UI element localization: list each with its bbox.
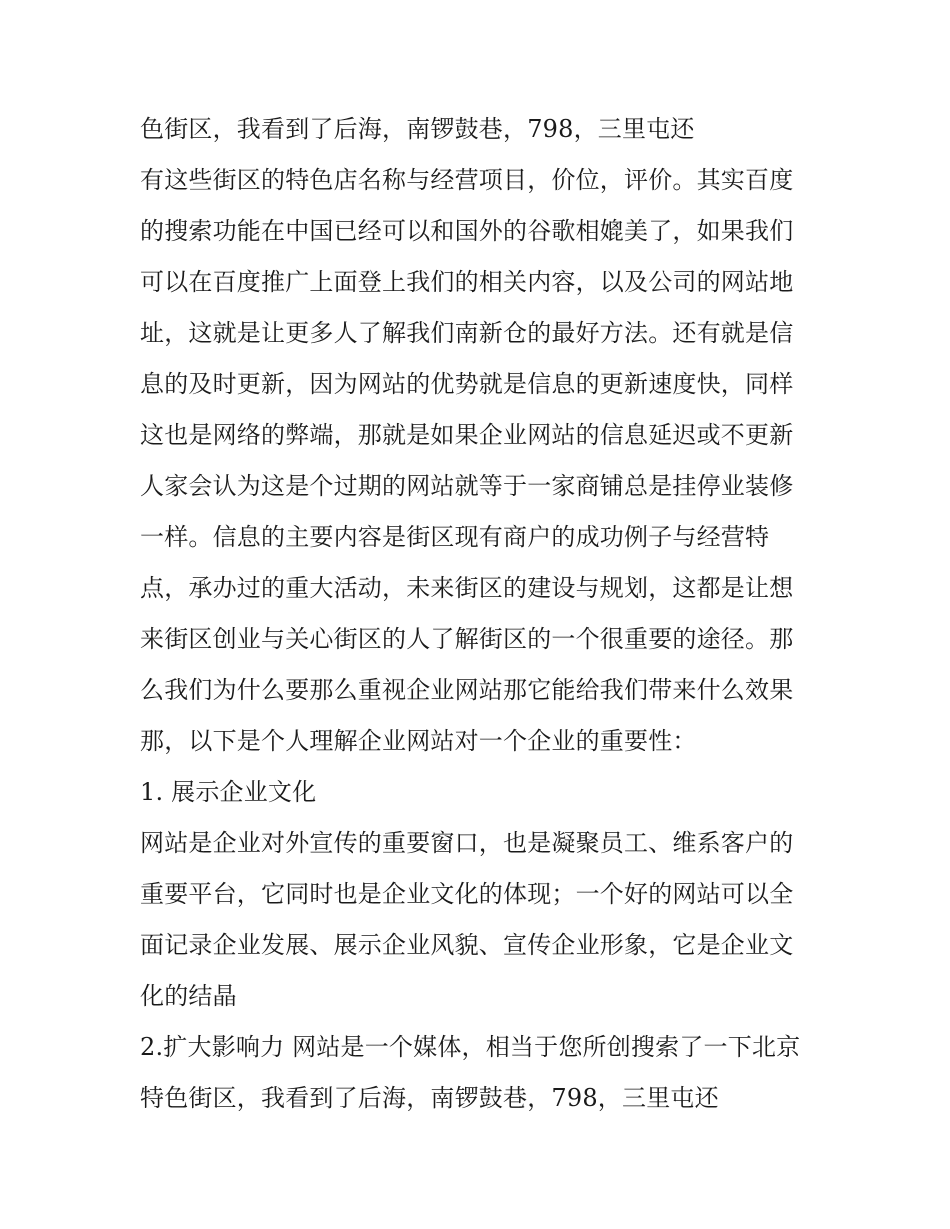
- text-line-12: 么我们为什么要那么重视企业网站那它能给我们带来什么效果: [140, 676, 794, 704]
- section-heading-2: 2.扩大影响力 网站是一个媒体，相当于您所创搜索了一下北京: [140, 1033, 801, 1061]
- section-heading-1: 1. 展示企业文化: [140, 778, 317, 806]
- text-line-17: 面记录企业发展、展示企业风貌、宣传企业形象，它是企业文: [140, 931, 794, 959]
- text-line-5: 址，这就是让更多人了解我们南新仓的最好方法。还有就是信: [140, 319, 794, 347]
- text-line-18: 化的结晶: [140, 982, 237, 1010]
- text-line-3: 的搜索功能在中国已经可以和国外的谷歌相媲美了，如果我们: [140, 217, 794, 245]
- document-page: [140, 104, 820, 1124]
- text-line-11: 来街区创业与关心街区的人了解街区的一个很重要的途径。那: [140, 625, 794, 653]
- text-line-20: 特色街区，我看到了后海，南锣鼓巷，798，三里屯还: [140, 1084, 719, 1112]
- text-line-8: 人家会认为这是个过期的网站就等于一家商铺总是挂停业装修: [140, 472, 794, 500]
- text-line-2: 有这些街区的特色店名称与经营项目，价位，评价。其实百度: [140, 166, 794, 194]
- text-line-1: 色街区，我看到了后海，南锣鼓巷，798，三里屯还: [140, 115, 695, 143]
- text-line-10: 点，承办过的重大活动，未来街区的建设与规划，这都是让想: [140, 574, 794, 602]
- text-line-16: 重要平台，它同时也是企业文化的体现；一个好的网站可以全: [140, 880, 794, 908]
- text-line-6: 息的及时更新，因为网站的优势就是信息的更新速度快，同样: [140, 370, 794, 398]
- text-line-15: 网站是企业对外宣传的重要窗口，也是凝聚员工、维系客户的: [140, 829, 794, 857]
- text-line-4: 可以在百度推广上面登上我们的相关内容，以及公司的网站地: [140, 268, 794, 296]
- text-line-7: 这也是网络的弊端，那就是如果企业网站的信息延迟或不更新: [140, 421, 794, 449]
- text-line-13: 那，以下是个人理解企业网站对一个企业的重要性：: [140, 727, 697, 755]
- text-line-9: 一样。信息的主要内容是街区现有商户的成功例子与经营特: [140, 523, 770, 551]
